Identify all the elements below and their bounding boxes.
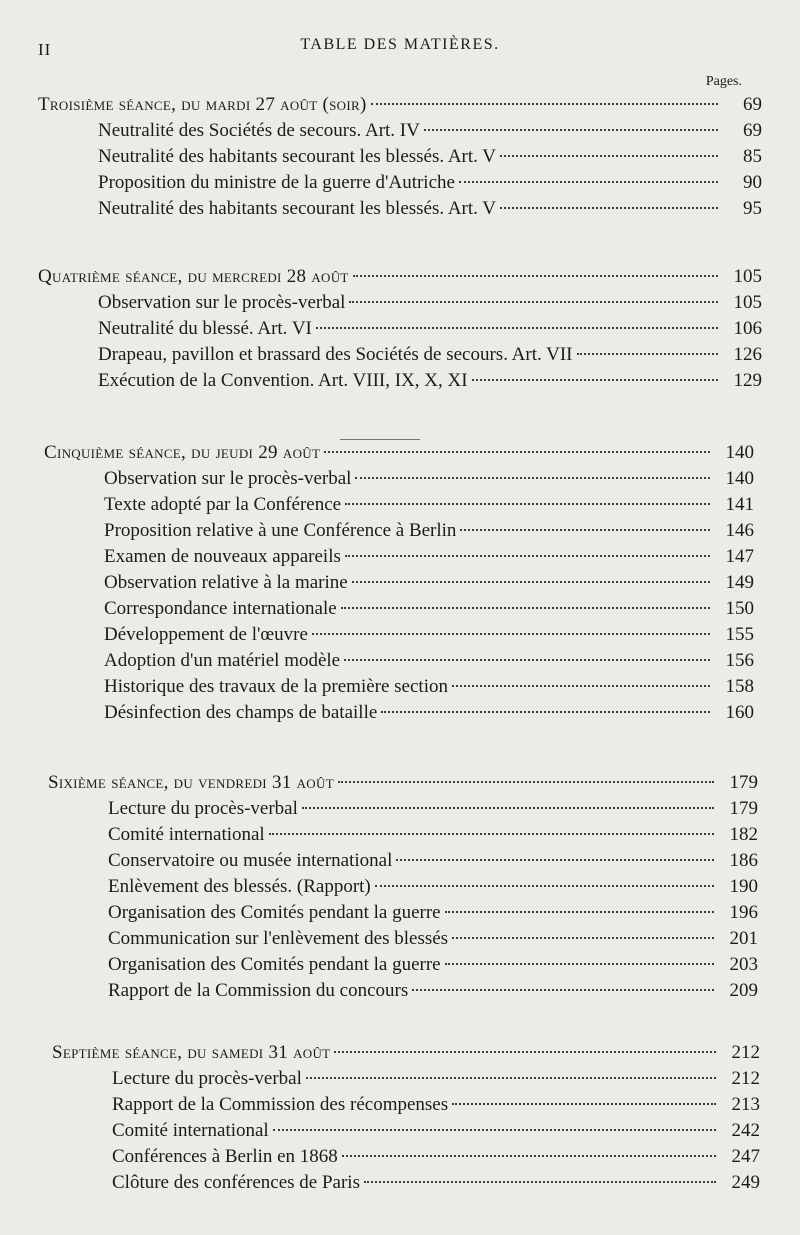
toc-section-troisieme [38,92,762,222]
leader-dots [445,911,714,913]
leader-dots [500,207,718,209]
page-number: 249 [731,1172,760,1193]
page-number: 140 [725,442,754,463]
page-number: 146 [725,520,754,541]
leader-dots [452,937,714,939]
page-number: 69 [743,94,762,115]
toc-entry [48,952,758,978]
entry-text: Drapeau, pavillon et brassard des Sociétés de secours. Art. VII [98,344,573,365]
page-number: 179 [729,798,758,819]
page-number: 150 [725,598,754,619]
heading-text: Sixième séance, du vendredi 31 août [48,772,334,793]
toc-heading [38,264,762,290]
toc-entry [52,1170,760,1196]
toc-entry [52,1144,760,1170]
leader-dots [273,1129,716,1131]
entry-text: Neutralité des habitants secourant les blessés. Art. V [98,146,497,167]
heading-text: Quatrième séance, du mercredi 28 août [38,266,349,287]
toc-entry [38,170,762,196]
toc-entry [44,674,754,700]
toc-entry [48,796,758,822]
page-number: 179 [729,772,758,793]
entry-text: Rapport de la Commission du concours [108,980,409,1001]
entry-text: Enlèvement des blessés. (Rapport) [108,876,371,897]
toc-entry [52,1066,760,1092]
toc-entry [48,978,758,1004]
toc-section-sixieme [48,770,758,1004]
leader-dots [460,529,710,531]
entry-text: Comité international [112,1120,269,1141]
leader-dots [302,807,714,809]
entry-text: Lecture du procès-verbal [112,1068,302,1089]
page-number: 95 [743,198,762,219]
leader-dots [371,103,718,105]
page-number: 141 [725,494,754,515]
leader-dots [459,181,718,183]
entry-text: Exécution de la Convention. Art. VIII, IX, X, XI [98,370,468,391]
toc-heading [44,440,754,466]
leader-dots [472,379,718,381]
leader-dots [349,301,718,303]
leader-dots [338,781,714,783]
entry-text: Texte adopté par la Conférence [104,494,342,515]
pages-column-label: Pages. [705,74,742,89]
page-number: 196 [729,902,758,923]
entry-text: Communication sur l'enlèvement des blessés [108,928,449,949]
page-number: 203 [729,954,758,975]
toc-entry [44,544,754,570]
page-number: 242 [731,1120,760,1141]
toc-entry [44,518,754,544]
page-number: 213 [731,1094,760,1115]
entry-text: Clôture des conférences de Paris [112,1172,360,1193]
leader-dots [452,1103,716,1105]
leader-dots [412,989,714,991]
leader-dots [500,155,718,157]
page-number: 140 [725,468,754,489]
leader-dots [345,555,710,557]
running-title: TABLE DES MATIÈRES. [300,36,500,53]
page-number: 201 [729,928,758,949]
page-number: 155 [725,624,754,645]
entry-text: Comité international [108,824,265,845]
toc-entry [44,466,754,492]
entry-text: Conférences à Berlin en 1868 [112,1146,338,1167]
entry-text: Neutralité des habitants secourant les blessés. Art. V [98,198,497,219]
leader-dots [364,1181,716,1183]
entry-text: Proposition relative à une Conférence à Berlin [104,520,457,541]
page-number: 105 [733,292,762,313]
leader-dots [269,833,714,835]
entry-text: Correspondance internationale [104,598,337,619]
toc-entry [38,290,762,316]
page-number: 90 [743,172,762,193]
toc-entry [38,342,762,368]
heading-text: Troisième séance, du mardi 27 août (soir) [38,94,367,115]
entry-text: Conservatoire ou musée international [108,850,393,871]
leader-dots [396,859,714,861]
page-number: 156 [725,650,754,671]
leader-dots [424,129,718,131]
toc-heading [38,92,762,118]
leader-dots [334,1051,716,1053]
toc-entry [52,1092,760,1118]
entry-text: Rapport de la Commission des récompenses [112,1094,449,1115]
entry-text: Adoption d'un matériel modèle [104,650,341,671]
toc-section-quatrieme [38,264,762,394]
page-number: 126 [733,344,762,365]
toc-entry [48,900,758,926]
toc-entry [48,926,758,952]
page-number: 186 [729,850,758,871]
entry-text: Neutralité des Sociétés de secours. Art. IV [98,120,420,141]
leader-dots [375,885,714,887]
toc-entry [44,492,754,518]
leader-dots [353,275,718,277]
toc-entry [48,848,758,874]
leader-dots [306,1077,716,1079]
leader-dots [355,477,710,479]
page-number: 149 [725,572,754,593]
entry-text: Développement de l'œuvre [104,624,308,645]
toc-heading [52,1040,760,1066]
page-number: 147 [725,546,754,567]
toc-entry [48,822,758,848]
page-number: 85 [743,146,762,167]
toc-entry [38,144,762,170]
toc-entry [38,196,762,222]
toc-entry [38,118,762,144]
entry-text: Examen de nouveaux appareils [104,546,341,567]
heading-text: Septième séance, du samedi 31 août [52,1042,331,1063]
entry-text: Organisation des Comités pendant la guerre [108,954,441,975]
leader-dots [381,711,710,713]
leader-dots [445,963,714,965]
page-number: 105 [733,266,762,287]
leader-dots [312,633,710,635]
entry-text: Organisation des Comités pendant la guerre [108,902,441,923]
heading-text: Cinquième séance, du jeudi 29 août [44,442,321,463]
leader-dots [316,327,718,329]
leader-dots [341,607,710,609]
toc-section-septieme [52,1040,760,1196]
toc-entry [44,622,754,648]
page-number: 190 [729,876,758,897]
leader-dots [344,659,710,661]
leader-dots [452,685,710,687]
page-number: 106 [733,318,762,339]
leader-dots [342,1155,716,1157]
page-number: 129 [733,370,762,391]
toc-entry [44,596,754,622]
page-number: 209 [729,980,758,1001]
entry-text: Observation relative à la marine [104,572,348,593]
leader-dots [345,503,710,505]
toc-entry [44,648,754,674]
toc-entry [44,570,754,596]
entry-text: Neutralité du blessé. Art. VI [98,318,312,339]
toc-heading [48,770,758,796]
entry-text: Lecture du procès-verbal [108,798,298,819]
toc-entry [44,700,754,726]
page-number: 247 [731,1146,760,1167]
page-number: 160 [725,702,754,723]
entry-text: Désinfection des champs de bataille [104,702,378,723]
toc-entry [38,316,762,342]
toc-entry [48,874,758,900]
toc-section-cinquieme [44,440,754,726]
page-folio: II [38,40,52,59]
toc-entry [52,1118,760,1144]
entry-text: Historique des travaux de la première section [104,676,448,697]
page-number: 158 [725,676,754,697]
page-number: 69 [743,120,762,141]
page-number: 212 [731,1042,760,1063]
page-number: 182 [729,824,758,845]
entry-text: Observation sur le procès-verbal [98,292,346,313]
leader-dots [352,581,710,583]
entry-text: Proposition du ministre de la guerre d'Autriche [98,172,455,193]
entry-text: Observation sur le procès-verbal [104,468,352,489]
page-number: 212 [731,1068,760,1089]
leader-dots [577,353,718,355]
leader-dots [324,451,710,453]
toc-entry [38,368,762,394]
